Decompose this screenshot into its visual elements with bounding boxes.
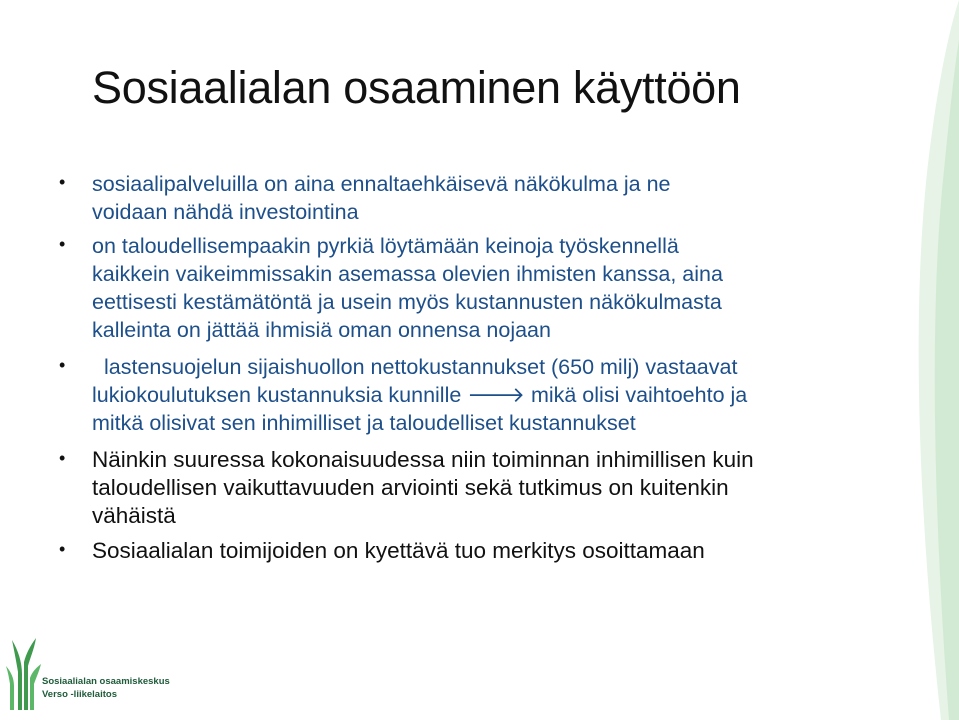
- bullet-line: eettisesti kestämätöntä ja usein myös kustannusten näkökulmasta: [92, 290, 722, 314]
- bullet-line: kaikkein vaikeimmissakin asemassa olevien ihmisten kanssa, aina: [92, 262, 723, 286]
- logo-subtitle: Verso -liikelaitos: [42, 689, 117, 700]
- bullet-line: Sosiaalialan toimijoiden on kyettävä tuo merkitys osoittamaan: [92, 538, 705, 563]
- bullet-text-continued: [92, 381, 892, 437]
- bullet-text: [92, 232, 892, 344]
- bullet-text: [92, 170, 892, 226]
- logo-organization-name: Sosiaalialan osaamiskeskus: [42, 676, 170, 687]
- bullet-line: lukiokoulutuksen kustannuksia kunnille 🡒 mikä olisi vaihtoehto ja: [92, 383, 748, 407]
- bullet-text: [104, 353, 904, 381]
- bullet-dot: •: [59, 539, 66, 559]
- bullet-dot: •: [59, 234, 66, 254]
- slide-title: Sosiaalialan osaaminen käyttöön: [92, 62, 741, 113]
- bullet-line: kalleinta on jättää ihmisiä oman onnensa nojaan: [92, 318, 551, 342]
- arrow-right-icon: 🡒: [467, 383, 525, 407]
- bullet-line: vähäistä: [92, 503, 176, 528]
- verso-leaf-logo-icon: [6, 632, 42, 712]
- bullet-line: taloudellisen vaikuttavuuden arviointi sekä tutkimus on kuitenkin: [92, 475, 729, 500]
- bullet-line: mitkä olisivat sen inhimilliset ja taloudelliset kustannukset: [92, 411, 636, 435]
- bullet-dot: •: [59, 448, 66, 468]
- bullet-text: [92, 446, 892, 530]
- organization-logo: [6, 632, 170, 712]
- bullet-line: Näinkin suuressa kokonaisuudessa niin toiminnan inhimillisen kuin: [92, 447, 754, 472]
- bullet-text: [92, 537, 892, 565]
- bullet-dot: •: [59, 172, 66, 192]
- bullet-dot: •: [59, 355, 66, 375]
- bullet-line: on taloudellisempaakin pyrkiä löytämään keinoja työskennellä: [92, 234, 679, 258]
- bullet-line: lastensuojelun sijaishuollon nettokustannukset (650 milj) vastaavat: [104, 355, 738, 379]
- bullet-line: sosiaalipalveluilla on aina ennaltaehkäisevä näkökulma ja ne: [92, 172, 671, 196]
- bullet-line: voidaan nähdä investointina: [92, 200, 359, 224]
